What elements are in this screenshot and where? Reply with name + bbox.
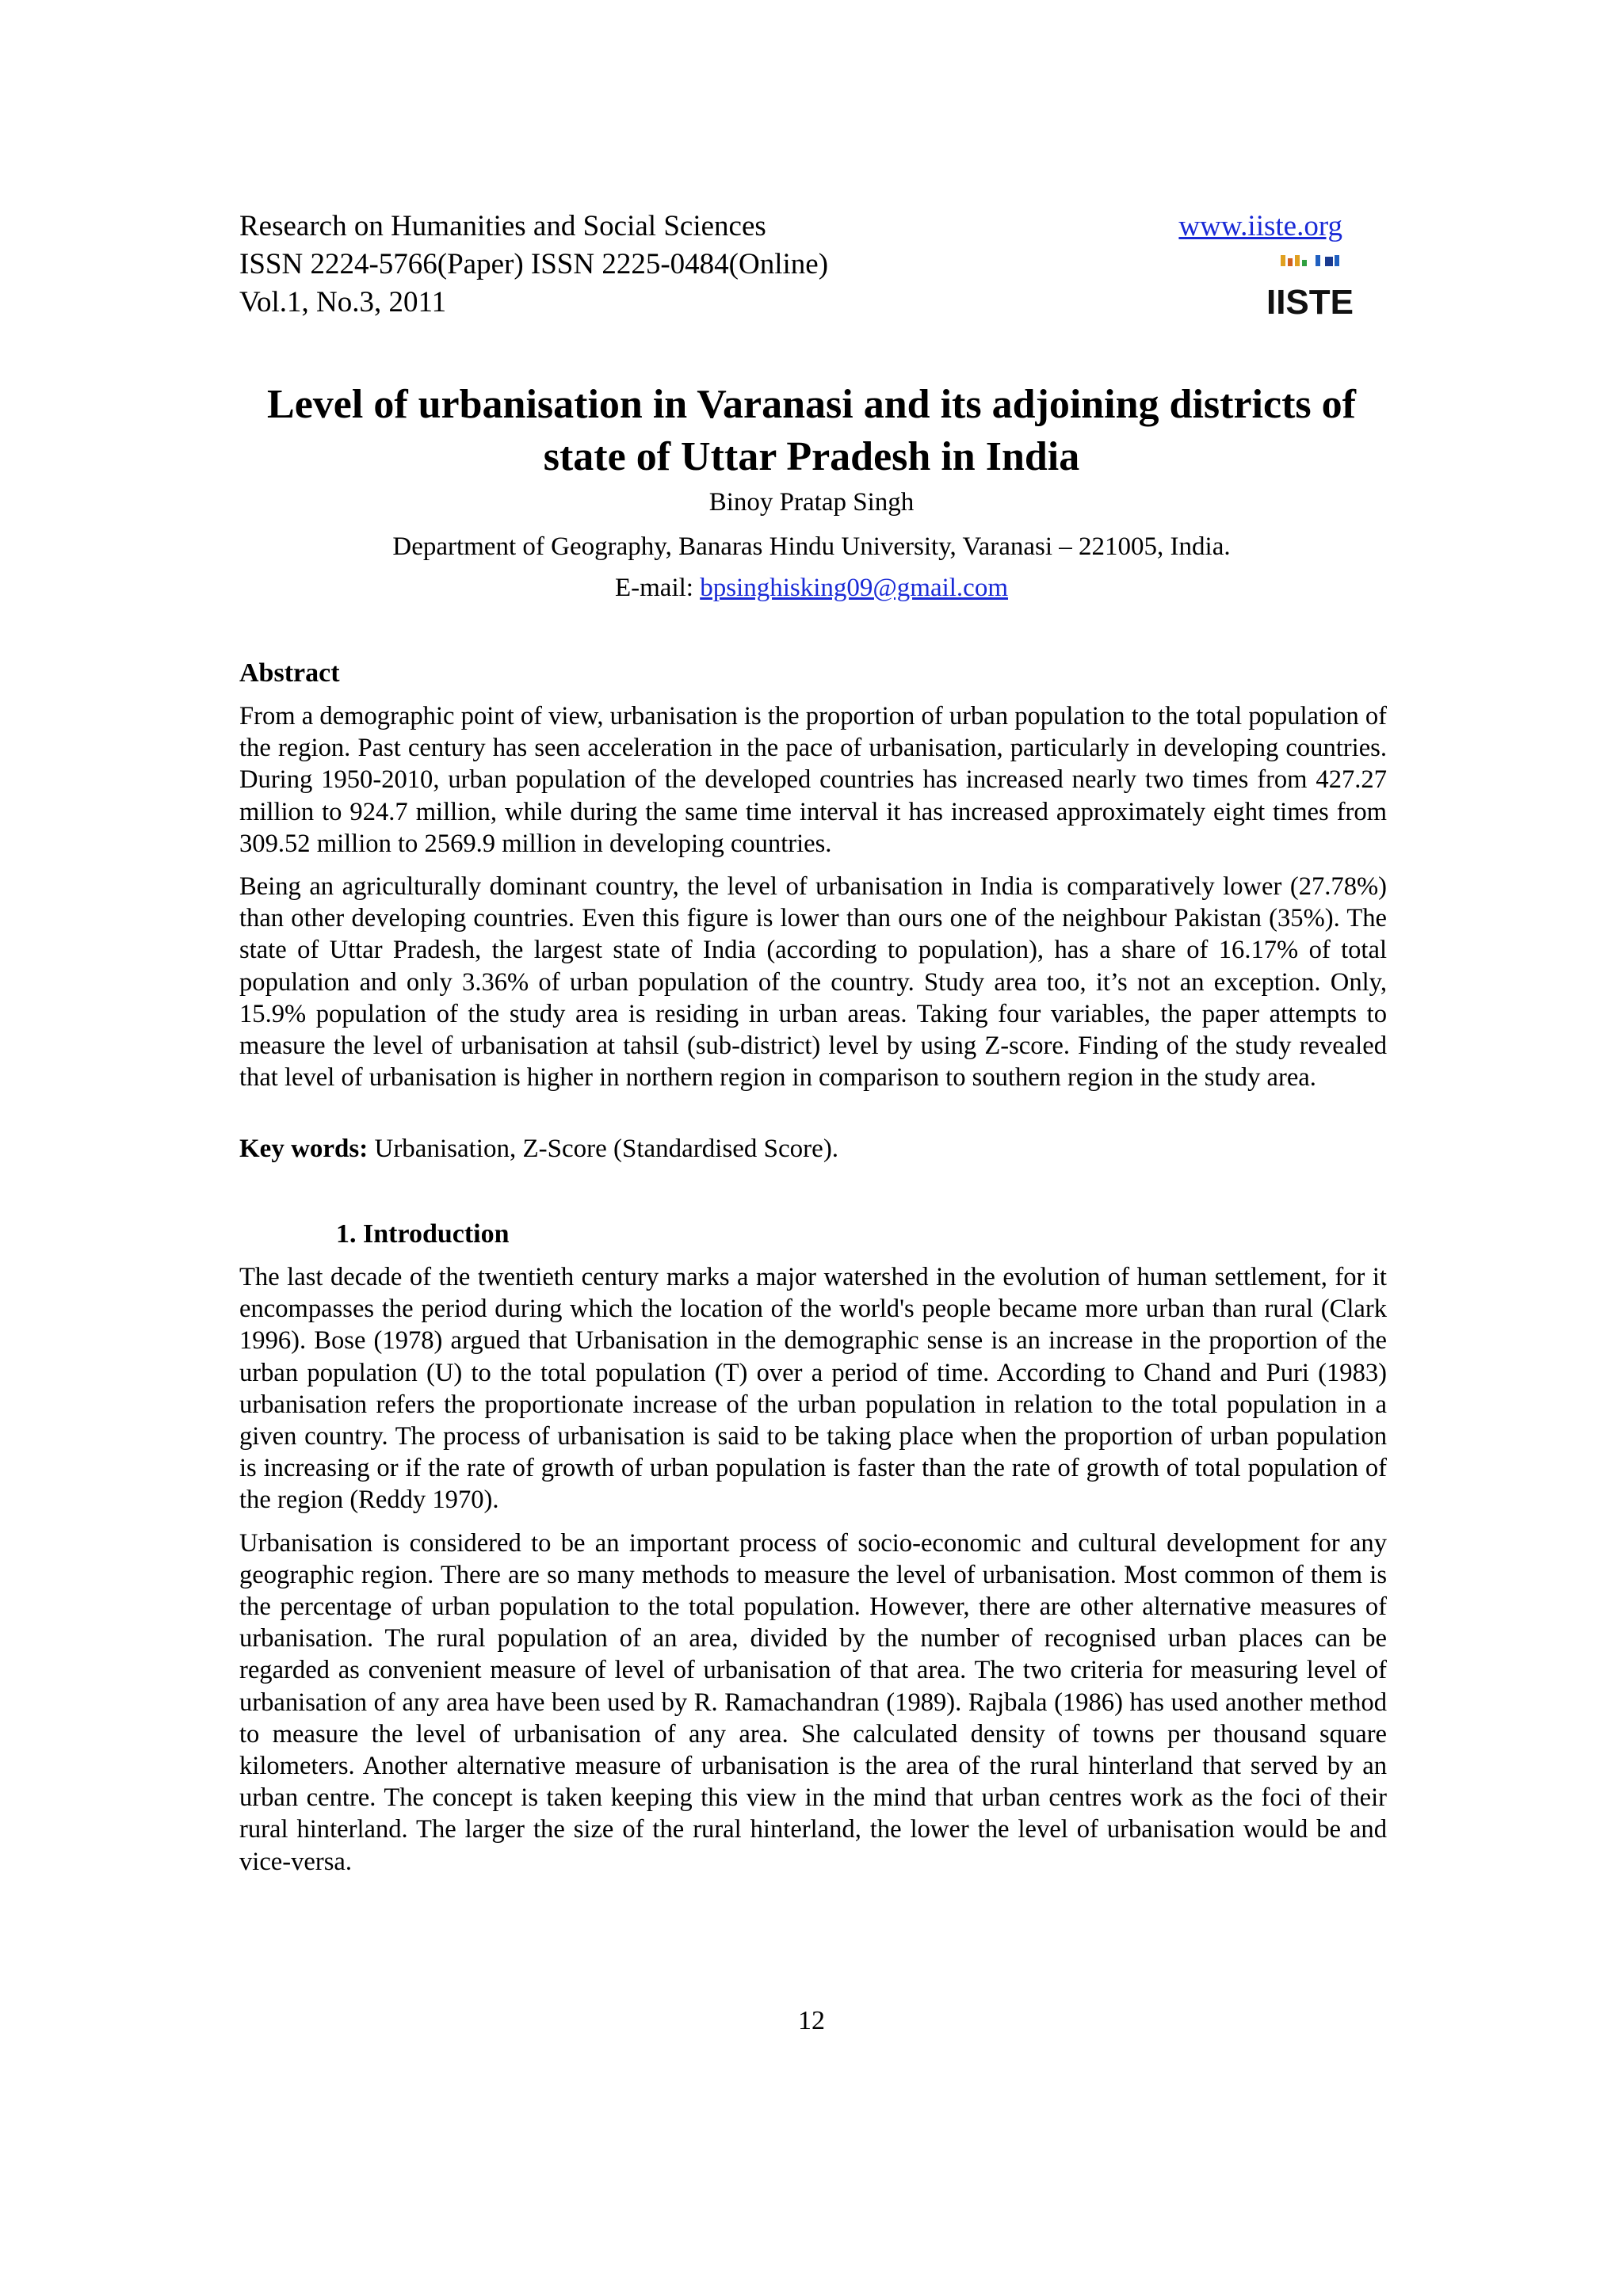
title-line-1: Level of urbanisation in Varanasi and its adjoining districts of <box>267 382 1356 427</box>
abstract-body <box>239 700 1387 1104</box>
intro-paragraph-2: Urbanisation is considered to be an important process of socio-economic and cultural development for any geographic region. There are so many methods to measure the level of urbanisation. Most common of them is the percentage of urban population to the total population. However, there are other alternative measures of urbanisation. The rural population of an area, divided by the number of recognised urban places can be regarded as convenient measure of level of urbanisation of that area. The two criteria for measuring level of urbanisation of any area have been used by R. Ramachandran (1989). Rajbala (1986) has used another method to measure the level of urbanisation of any area. She calculated density of towns per thousand square kilometers. Another alternative measure of urbanisation is the area of the rural hinterland that served by an urban centre. The concept is taken keeping this view in the mind that urban centres work as the foci of their rural hinterland. The larger the size of the rural hinterland, the lower the level of urbanisation would be and vice-versa. <box>239 1528 1387 1876</box>
keywords-text: Urbanisation, Z-Score (Standardised Score). <box>368 1135 839 1163</box>
paper-title <box>198 379 1425 483</box>
author-email-line <box>198 572 1425 604</box>
email-link[interactable]: bpsinghisking09@gmail.com <box>700 574 1009 602</box>
abstract-heading: Abstract <box>239 658 340 688</box>
author-name: Binoy Pratap Singh <box>708 488 915 517</box>
keywords-label: Key words: <box>239 1135 369 1163</box>
volume-line: Vol.1, No.3, 2011 <box>239 286 447 318</box>
keywords-line <box>239 1133 838 1165</box>
iiste-logo <box>1266 255 1354 322</box>
logo-text: IISTE <box>1266 283 1354 322</box>
introduction-heading: 1. Introduction <box>336 1219 510 1249</box>
intro-paragraph-1: The last decade of the twentieth century marks a major watershed in the evolution of human settlement, for it encompasses the period during which the location of the world's people became more urban than rural (Clark 1996). Bose (1978) argued that Urbanisation in the demographic sense is an increase in the proportion of the urban population (U) to the total population (T) over a period of time. According to Chand and Puri (1983) urbanisation refers the proportionate increase of the urban population in relation to the total population in a given country. The process of urbanisation is said to be taking place when the proportion of urban population is increasing or if the rate of growth of urban population is faster than the rate of growth of total population of the region (Reddy 1970). <box>239 1263 1387 1515</box>
page-number: 12 <box>798 2006 825 2035</box>
journal-name: Research on Humanities and Social Sciences <box>239 210 766 242</box>
email-label: E-mail: <box>614 574 701 602</box>
abstract-paragraph-1: From a demographic point of view, urbanisation is the proportion of urban population to the total population of the region. Past century has seen acceleration in the pace of urbanisation, particularly in developing countries. During 1950-2010, urban population of the developed countries has increased nearly two times from 427.27 million to 924.7 million, while during the same time interval it has increased approximately eight times from 309.52 million to 2569.9 million in developing countries. <box>239 702 1387 858</box>
abstract-paragraph-2: Being an agriculturally dominant country, the level of urbanisation in India is comparatively lower (27.78%) than other developing countries. Even this figure is lower than ours one of the neighbour Pakistan (35%). The state of Uttar Pradesh, the largest state of India (according to population), has a share of 16.17% of total population and only 3.36% of urban population of the country. Study area too, it’s not an exception. Only, 15.9% population of the study area is residing in urban areas. Taking four variables, the paper attempts to measure the level of urbanisation at tahsil (sub-district) level by using Z-score. Finding of the study revealed that level of urbanisation is higher in northern region in comparison to southern region in the study area. <box>239 872 1387 1093</box>
author-affiliation: Department of Geography, Banaras Hindu University, Varanasi – 221005, India. <box>392 532 1231 561</box>
journal-header <box>239 208 1342 322</box>
title-line-2: state of Uttar Pradesh in India <box>543 434 1080 479</box>
journal-url-link[interactable]: www.iiste.org <box>1178 210 1342 242</box>
introduction-body <box>239 1261 1387 1889</box>
issn-line: ISSN 2224-5766(Paper) ISSN 2225-0484(Online) <box>239 248 829 280</box>
